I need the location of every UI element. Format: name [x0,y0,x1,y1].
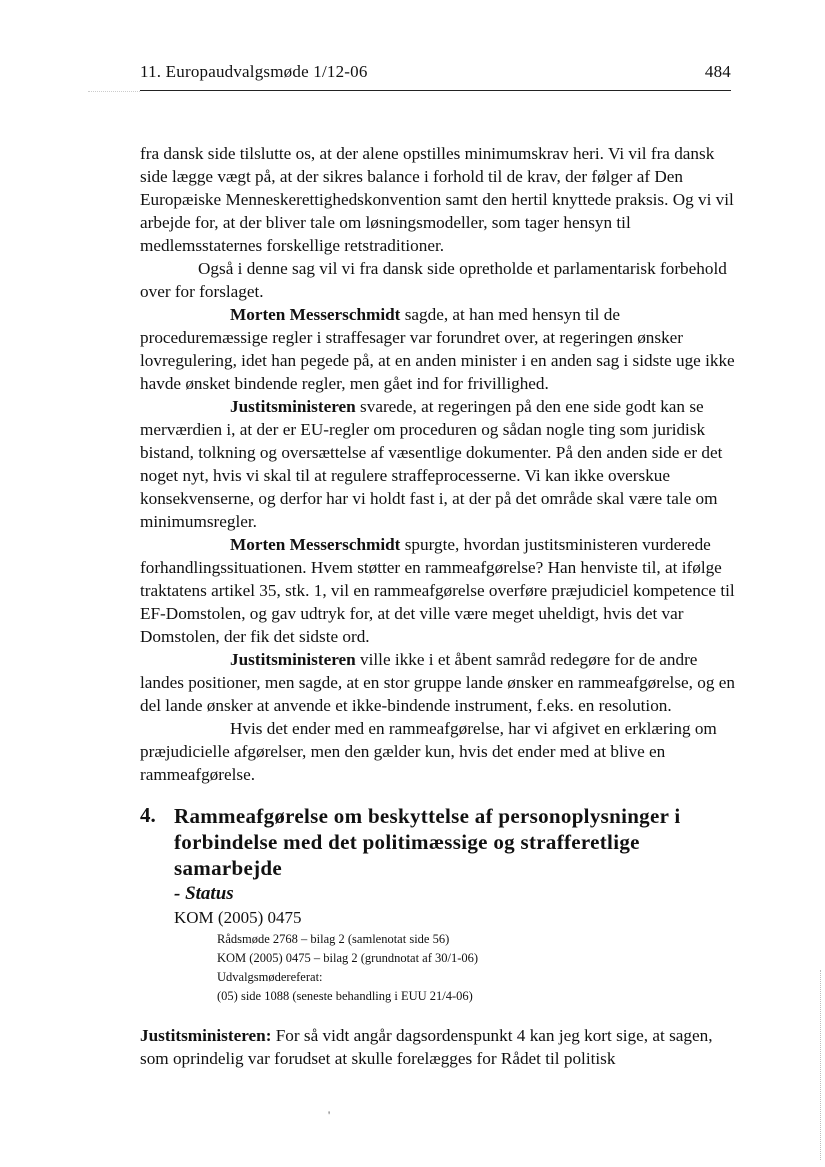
paragraph [140,142,740,257]
stray-mark: ' [328,1108,331,1122]
paragraph-text: Også i denne sag vil vi fra dansk side opretholde et parlamentarisk forbehold over for forslaget. [140,259,727,301]
agenda-item-status: - Status [174,883,234,904]
closing-paragraph [140,1024,740,1070]
kom-reference: KOM (2005) 0475 [174,908,302,927]
paragraph-text: spurgte, hvordan justitsministeren vurderede forhandlingssituationen. Hvem støtter en rammeafgørelse? Han henviste til, at ifølge traktatens artikel 35, stk. 1, vil en rammeafgørelse overføre præjudiciel kompetence til EF-Domstolen, og gav udtryk for, at det ville være meget uheldigt, hvis det var Domstolen, der fik det sidste ord. [140,535,735,646]
reference-line: Udvalgsmødereferat: [217,970,323,984]
speaker-name: Justitsministeren [230,650,356,669]
reference-line: (05) side 1088 (seneste behandling i EUU 21/4-06) [217,989,473,1003]
reference-line: Rådsmøde 2768 – bilag 2 (samlenotat side 56) [217,932,450,946]
paragraph [140,395,740,533]
paragraph-text: fra dansk side tilslutte os, at der alene opstilles minimumskrav heri. Vi vil fra dansk side lægge vægt på, at der sikres balance i forhold til de krav, der følger af Den Europæiske Menneskerettighedskonvention samt den hertil knyttede praksis. Og vi vil arbejde for, at der bliver tale om løsningsmodeller, som tager hensyn til medlemsstaternes forskellige retstraditioner. [140,144,734,255]
paragraph-text: ville ikke i et åbent samråd redegøre for de andre landes positioner, men sagde, at en stor gruppe lande ønsker en rammeafgørelse, og en del lande ønsker at anvende et ikke-bindende instrument, f.eks. en resolution. [140,650,735,715]
speaker-name: Morten Messerschmidt [230,535,401,554]
scan-edge-artifact [820,970,821,1160]
paragraph [140,257,740,303]
paragraph [140,303,740,395]
agenda-item-heading: Rammeafgørelse om beskyttelse af personoplysninger i forbindelse med det politimæssige og strafferetlige samarbejde [174,804,681,880]
body-text [140,142,740,786]
paragraph [140,533,740,648]
paragraph-text: sagde, at han med hensyn til de proceduremæssige regler i straffesager var forundret over, at regeringen ønsker lovregulering, idet han pegede på, at en anden minister i en anden sag i sidste uge ikke havde ønsket bindende regler, men gået ind for frivillighed. [140,305,735,393]
paragraph-text: For så vidt angår dagsordenspunkt 4 kan jeg kort sige, at sagen, som oprindelig var forudset at skulle forelægges for Rådet til politisk [140,1026,713,1068]
reference-line: KOM (2005) 0475 – bilag 2 (grundnotat af 30/1-06) [217,951,479,965]
reference-list [217,930,478,1006]
header-rule [140,90,731,91]
paragraph [140,648,740,717]
page-header [140,62,731,84]
document-title: 11. Europaudvalgsmøde 1/12-06 [140,62,368,81]
speaker-name: Justitsministeren: [140,1026,272,1045]
agenda-item-number: 4. [140,803,156,827]
speaker-name: Morten Messerschmidt [230,305,401,324]
speaker-name: Justitsministeren [230,397,356,416]
paragraph-text: Hvis det ender med en rammeafgørelse, har vi afgivet en erklæring om præjudicielle afgørelser, men den gælder kun, hvis det ender med at blive en rammeafgørelse. [140,719,717,784]
paragraph-text: svarede, at regeringen på den ene side godt kan se merværdien i, at der er EU-regler om proceduren og sådan nogle ting som juridisk bistand, tolkning og oversættelse af væsentlige dokumenter. På den anden side er det noget nyt, hvis vi skal til at regulere straffeprocesserne. Vi kan ikke overskue konsekvenserne, og derfor har vi holdt fast i, at der på det område skal være tale om minimumsregler. [140,397,723,531]
header-rule-scan-artifact [88,91,140,92]
page-number: 484 [704,62,731,81]
paragraph [140,717,740,786]
